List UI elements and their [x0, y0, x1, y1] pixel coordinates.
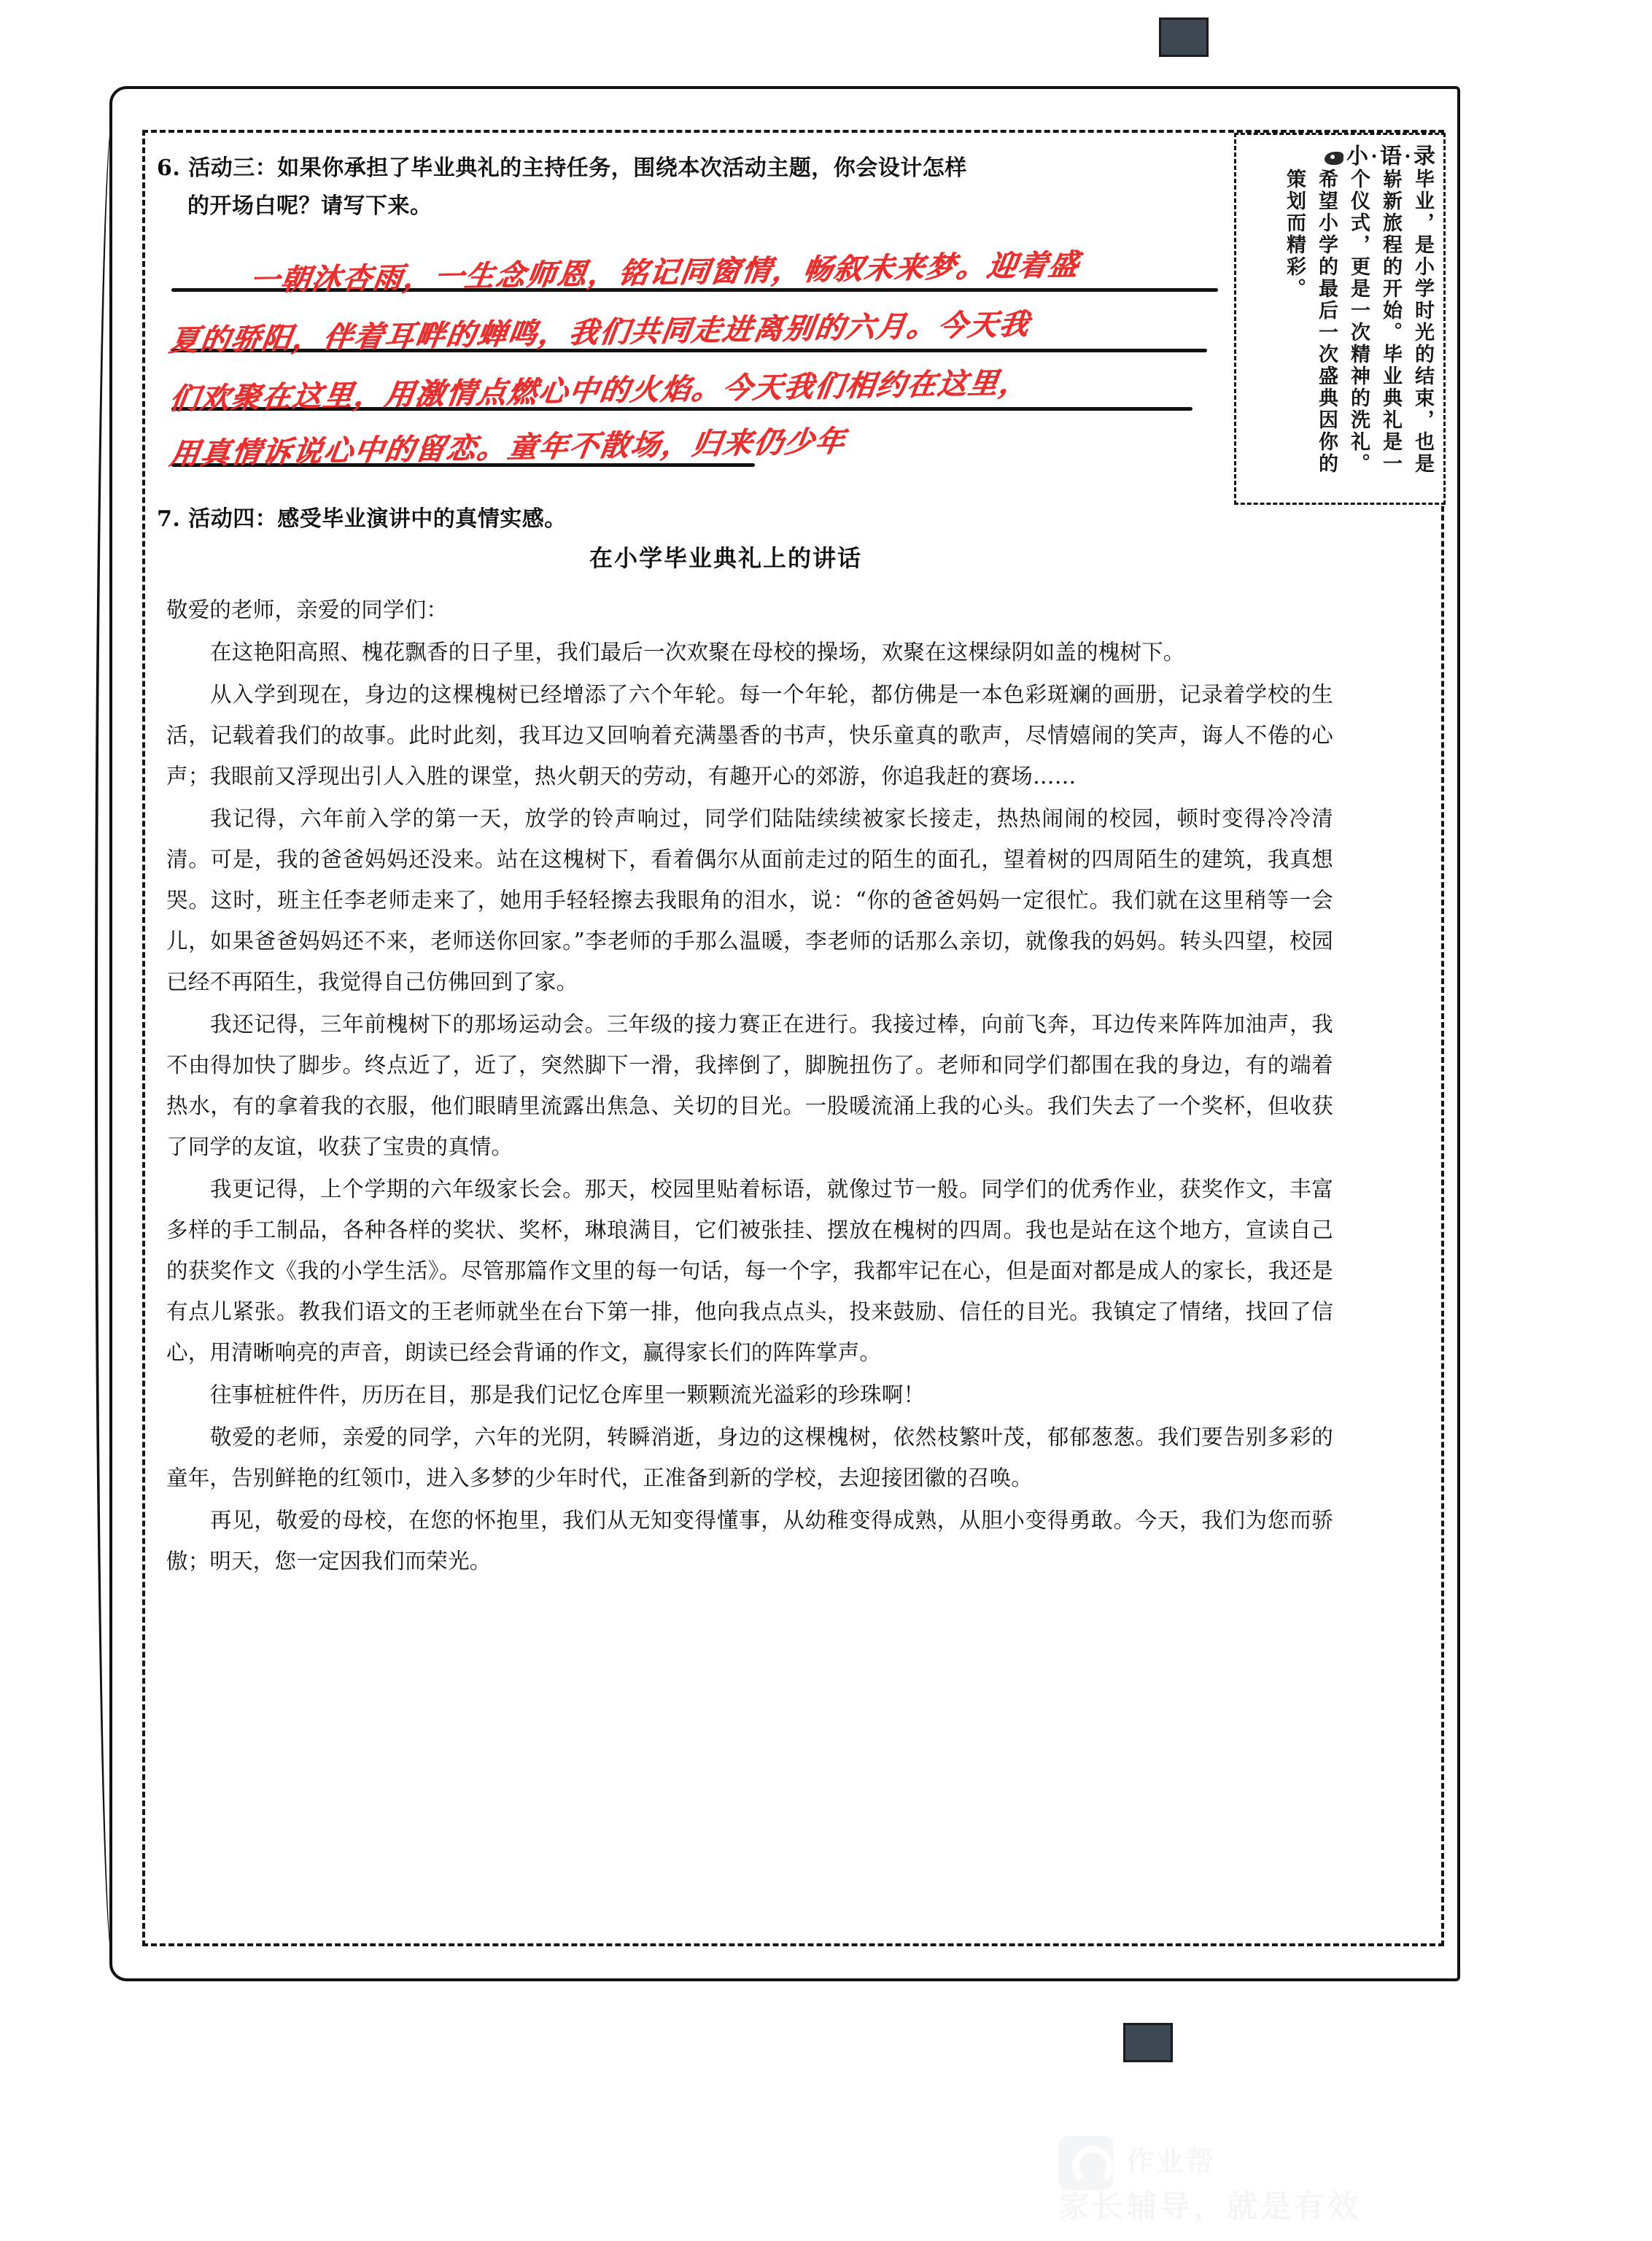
- handwritten-line-3: 们欢聚在这里，用激情点燃心中的火焰。今天我们相约在这里，: [167, 365, 1033, 417]
- handwritten-line-1: 一朝沐杏雨，一生念师恩，铭记同窗情，畅叙未来梦。迎着盛: [247, 248, 1082, 298]
- question-7-block: [157, 500, 1251, 538]
- speech-paragraph: 我还记得，三年前槐树下的那场运动会。三年级的接力赛正在进行。我接过棒，向前飞奔，耳边传来阵阵加油声，我不由得加快了脚步。终点近了，近了，突然脚下一滑，我摔倒了，脚腕扭伤了。老师和同学们都围在我的身边，有的端着热水，有的拿着我的衣服，他们眼睛里流露出焦急、关切的目光。一股暖流涌上我的心头。我们失去了一个奖杯，但收获了同学的友谊，收获了宝贵的真情。: [166, 1012, 1333, 1159]
- question-7-line-1: 7. 活动四：感受毕业演讲中的真情实感。: [157, 506, 567, 532]
- speech-body: [166, 589, 1333, 1583]
- question-6-block: [157, 150, 1222, 225]
- handwritten-answer-area[interactable]: [167, 241, 1218, 471]
- app-logo-icon: [1059, 2136, 1113, 2190]
- handwritten-line-4: 用真情诉说心中的留恋。童年不散场，归来仍少年: [167, 425, 849, 471]
- speech-salutation: 敬爱的老师，亲爱的同学们：: [166, 597, 449, 622]
- registration-mark-bottom: [1123, 2023, 1173, 2062]
- speech-paragraph: 我更记得，上个学期的六年级家长会。那天，校园里贴着标语，就像过节一般。同学们的优秀作业，获奖作文，丰富多样的手工制品，各种各样的奖状、奖杯，琳琅满目，它们被张挂、摆放在槐树的四周。我也是站在这个地方，宣读自己的获奖作文《我的小学生活》。尽管那篇作文里的每一句话，每一个字，我都牢记在心，但是面对都是成人的家长，我还是有点儿紧张。教我们语文的王老师就坐在台下第一排，他向我点点头，投来鼓励、信任的目光。我镇定了情绪，找回了信心，用清晰响亮的声音，朗读已经会背诵的作文，赢得家长们的阵阵掌声。: [166, 1177, 1333, 1365]
- xiaoyulu-vertical-text: 毕业，是小学时光的结束，也是崭新旅程的开始。毕业典礼是一个仪式，更是一次精神的洗礼。希望小学的最后一次盛典因你的策划而精彩。: [1284, 169, 1434, 475]
- watermark-line-1: [1126, 2139, 1216, 2179]
- page-watermark: [1059, 2136, 1453, 2223]
- speech-paragraph: 往事桩桩件件，历历在目，那是我们记忆仓库里一颗颗流光溢彩的珍珠啊！: [210, 1382, 926, 1407]
- xiaoyulu-sidebar-box: [1234, 133, 1446, 505]
- speech-paragraph: 再见，敬爱的母校，在您的怀抱里，我们从无知变得懂事，从幼稚变得成熟，从胆小变得勇敢。今天，我们为您而骄傲；明天，您一定因我们而荣光。: [166, 1508, 1333, 1574]
- speech-title: 在小学毕业典礼上的讲话: [589, 544, 862, 572]
- question-6-line-2: 的开场白呢？请写下来。: [187, 193, 433, 219]
- watermark-line-2: [1059, 2183, 1361, 2226]
- speech-paragraph: 在这艳阳高照、槐花飘香的日子里，我们最后一次欢聚在母校的操场，欢聚在这棵绿阴如盖的槐树下。: [210, 640, 1185, 665]
- registration-mark-top: [1159, 18, 1209, 57]
- question-6-line-1: 6. 活动三：如果你承担了毕业典礼的主持任务，围绕本次活动主题，你会设计怎样: [157, 155, 967, 181]
- speech-paragraph: 从入学到现在，身边的这棵槐树已经增添了六个年轮。每一个年轮，都仿佛是一本色彩斑斓的画册，记录着学校的生活，记载着我们的故事。此时此刻，我耳边又回响着充满墨香的书声，快乐童真的歌声，尽情嬉闹的笑声，诲人不倦的心声；我眼前又浮现出引人入胜的课堂，热火朝天的劳动，有趣开心的郊游，你追我赶的赛场……: [166, 682, 1333, 789]
- speech-paragraph: 敬爱的老师，亲爱的同学，六年的光阴，转瞬消逝，身边的这棵槐树，依然枝繁叶茂，郁郁葱葱。我们要告别多彩的童年，告别鲜艳的红领巾，进入多梦的少年时代，正准备到新的学校，去迎接团徽的召唤。: [166, 1425, 1333, 1490]
- xiaoyulu-title-row: [1325, 138, 1438, 170]
- bird-icon: [1325, 152, 1343, 165]
- xiaoyulu-title-text: 小·语·录: [1346, 144, 1438, 169]
- handwritten-line-2: 夏的骄阳，伴着耳畔的蝉鸣，我们共同走进离别的六月。今天我: [167, 307, 1033, 358]
- speech-paragraph: 我记得，六年前入学的第一天，放学的铃声响过，同学们陆陆续续被家长接走，热热闹闹的校园，顿时变得冷冷清清。可是，我的爸爸妈妈还没来。站在这槐树下，看着偶尔从面前走过的陌生的面孔，望着树的四周陌生的建筑，我真想哭。这时，班主任李老师走来了，她用手轻轻擦去我眼角的泪水，说：“你的爸爸妈妈一定很忙。我们就在这里稍等一会儿，如果爸爸妈妈还不来，老师送你回家。”李老师的手那么温暖，李老师的话那么亲切，就像我的妈妈。转头四望，校园已经不再陌生，我觉得自己仿佛回到了家。: [166, 806, 1333, 994]
